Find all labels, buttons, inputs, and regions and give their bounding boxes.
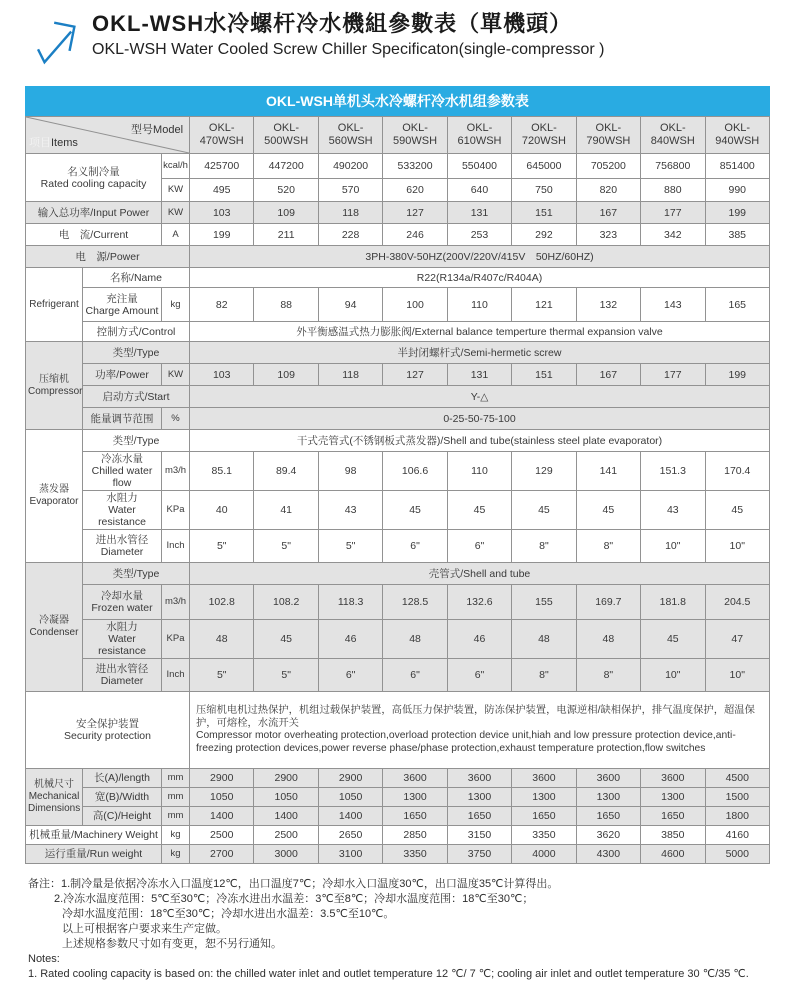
value-cell: 1500 bbox=[705, 788, 769, 807]
note-line-zh-2: 2.冷冻水温度范围：5℃至30℃；冷冻水进出水温差：3℃至8℃；冷却水温度范围：18℃至30℃； bbox=[54, 893, 534, 905]
value-cell: 705200 bbox=[576, 154, 640, 179]
value-cell: 151 bbox=[512, 202, 576, 224]
corner-cell bbox=[26, 117, 190, 154]
table-row bbox=[26, 692, 770, 769]
titles bbox=[92, 10, 604, 60]
table-row bbox=[26, 224, 770, 246]
value-cell: 620 bbox=[383, 179, 447, 202]
row-label-rated-cooling-capacity: 名义制冷量 Rated cooling capacity bbox=[26, 154, 162, 202]
value-cell: 10" bbox=[705, 659, 769, 692]
model-header: OKL- 940WSH bbox=[705, 117, 769, 154]
value-cell: 2500 bbox=[254, 826, 318, 845]
row-label-condenser-type: 类型/Type bbox=[83, 563, 190, 585]
compressor-type-value: 半封闭螺杆式/Semi-hermetic screw bbox=[190, 342, 770, 364]
arrow-up-right-icon bbox=[34, 14, 76, 62]
value-cell: 141 bbox=[576, 452, 640, 491]
value-cell: 110 bbox=[447, 452, 511, 491]
value-cell: 181.8 bbox=[641, 585, 705, 620]
value-cell: 3150 bbox=[447, 826, 511, 845]
note-line-en-1: 1. Rated cooling capacity is based on: the chilled water inlet and outlet temperature 12 ℃/ 7 ℃; cooling air inlet and outlet temperature 30 ℃/35 ℃. bbox=[28, 968, 749, 980]
value-cell: 3600 bbox=[447, 769, 511, 788]
value-cell: 40 bbox=[190, 491, 254, 530]
value-cell: 5" bbox=[190, 530, 254, 563]
value-cell: 2850 bbox=[383, 826, 447, 845]
value-cell: 110 bbox=[447, 288, 511, 322]
row-label-security-protection: 安全保护装置 Security protection bbox=[26, 692, 190, 769]
value-cell: 3750 bbox=[447, 845, 511, 864]
value-cell: 570 bbox=[318, 179, 382, 202]
value-cell: 425700 bbox=[190, 154, 254, 179]
value-cell: 6" bbox=[383, 530, 447, 563]
value-cell: 6" bbox=[383, 659, 447, 692]
unit-kg: kg bbox=[162, 845, 190, 864]
value-cell: 45 bbox=[383, 491, 447, 530]
value-cell: 165 bbox=[705, 288, 769, 322]
value-cell: 1300 bbox=[576, 788, 640, 807]
value-cell: 1050 bbox=[318, 788, 382, 807]
power-supply-value: 3PH-380V-50HZ(200V/220V/415V 50HZ/60HZ) bbox=[190, 246, 770, 268]
value-cell: 109 bbox=[254, 202, 318, 224]
value-cell: 8" bbox=[576, 530, 640, 563]
value-cell: 45 bbox=[447, 491, 511, 530]
value-cell: 100 bbox=[383, 288, 447, 322]
row-label-chilled-water-flow: 冷冻水量 Chilled water flow bbox=[83, 452, 162, 491]
unit-inch: Inch bbox=[162, 530, 190, 563]
table-row bbox=[26, 491, 770, 530]
value-cell: 204.5 bbox=[705, 585, 769, 620]
unit-a: A bbox=[162, 224, 190, 246]
unit-m3h: m3/h bbox=[162, 585, 190, 620]
value-cell: 1050 bbox=[254, 788, 318, 807]
row-label-power-supply: 电 源/Power bbox=[26, 246, 190, 268]
value-cell: 103 bbox=[190, 202, 254, 224]
value-cell: 4500 bbox=[705, 769, 769, 788]
note-line-zh-3: 冷却水温度范围：18℃至30℃；冷却水进出水温差：3.5℃至10℃。 bbox=[62, 908, 395, 920]
value-cell: 323 bbox=[576, 224, 640, 246]
value-cell: 132.6 bbox=[447, 585, 511, 620]
value-cell: 127 bbox=[383, 364, 447, 386]
row-label-machinery-weight: 机械重量/Machinery Weight bbox=[26, 826, 162, 845]
table-row bbox=[26, 620, 770, 659]
value-cell: 82 bbox=[190, 288, 254, 322]
security-protection-value: 压缩机电机过热保护，机组过载保护装置，高低压力保护装置，防冻保护装置，电源逆相/缺相保护，排气温度保护，超温保护，可熔栓，水流开关 Compressor motor overheating protection,overload protection device unit,hiah and low pressure protection device,anti-freezing protection devices,power reverse phase/phase protection,exhaust temperature protection,flow switches bbox=[190, 692, 770, 769]
unit-kw: KW bbox=[162, 179, 190, 202]
table-row bbox=[26, 807, 770, 826]
notes-label-en: Notes: bbox=[28, 953, 60, 965]
value-cell: 1300 bbox=[383, 788, 447, 807]
value-cell: 167 bbox=[576, 364, 640, 386]
spec-table-body bbox=[26, 117, 770, 864]
value-cell: 520 bbox=[254, 179, 318, 202]
page-header bbox=[0, 0, 790, 62]
value-cell: 46 bbox=[447, 620, 511, 659]
value-cell: 102.8 bbox=[190, 585, 254, 620]
table-row bbox=[26, 322, 770, 342]
notes bbox=[28, 877, 790, 982]
table-row bbox=[26, 659, 770, 692]
value-cell: 5" bbox=[318, 530, 382, 563]
value-cell: 880 bbox=[641, 179, 705, 202]
control-value: 外平衡感温式热力膨胀阀/External balance temperture thermal expansion valve bbox=[190, 322, 770, 342]
value-cell: 1650 bbox=[576, 807, 640, 826]
value-cell: 1650 bbox=[447, 807, 511, 826]
value-cell: 228 bbox=[318, 224, 382, 246]
value-cell: 46 bbox=[318, 620, 382, 659]
table-row bbox=[26, 430, 770, 452]
value-cell: 756800 bbox=[641, 154, 705, 179]
value-cell: 199 bbox=[705, 202, 769, 224]
section-refrigerant: Refrigerant bbox=[26, 268, 83, 342]
value-cell: 5" bbox=[254, 530, 318, 563]
model-header: OKL- 610WSH bbox=[447, 117, 511, 154]
value-cell: 132 bbox=[576, 288, 640, 322]
table-row bbox=[26, 563, 770, 585]
value-cell: 533200 bbox=[383, 154, 447, 179]
energy-range-value: 0-25-50-75-100 bbox=[190, 408, 770, 430]
value-cell: 8" bbox=[576, 659, 640, 692]
value-cell: 10" bbox=[641, 659, 705, 692]
value-cell: 118 bbox=[318, 364, 382, 386]
value-cell: 6" bbox=[447, 659, 511, 692]
table-row bbox=[26, 246, 770, 268]
row-label-run-weight: 运行重量/Run weight bbox=[26, 845, 162, 864]
value-cell: 127 bbox=[383, 202, 447, 224]
value-cell: 131 bbox=[447, 364, 511, 386]
section-mechanical-dimensions: 机械尺寸 Mechanical Dimensions bbox=[26, 769, 83, 826]
section-compressor: 压缩机 Compressor bbox=[26, 342, 83, 430]
value-cell: 2650 bbox=[318, 826, 382, 845]
value-cell: 3100 bbox=[318, 845, 382, 864]
model-header: OKL- 590WSH bbox=[383, 117, 447, 154]
value-cell: 4300 bbox=[576, 845, 640, 864]
value-cell: 1400 bbox=[190, 807, 254, 826]
value-cell: 645000 bbox=[512, 154, 576, 179]
value-cell: 8" bbox=[512, 659, 576, 692]
value-cell: 990 bbox=[705, 179, 769, 202]
row-label-control: 控制方式/Control bbox=[83, 322, 190, 342]
value-cell: 143 bbox=[641, 288, 705, 322]
table-banner: OKL-WSH单机头水冷螺杆冷水机组参数表 bbox=[25, 86, 770, 116]
value-cell: 3350 bbox=[383, 845, 447, 864]
value-cell: 3000 bbox=[254, 845, 318, 864]
value-cell: 750 bbox=[512, 179, 576, 202]
value-cell: 1300 bbox=[512, 788, 576, 807]
value-cell: 177 bbox=[641, 364, 705, 386]
refrigerant-name-value: R22(R134a/R407c/R404A) bbox=[190, 268, 770, 288]
spec-table bbox=[25, 116, 770, 864]
value-cell: 490200 bbox=[318, 154, 382, 179]
table-row bbox=[26, 386, 770, 408]
row-label-current: 电 流/Current bbox=[26, 224, 162, 246]
model-header: OKL- 470WSH bbox=[190, 117, 254, 154]
value-cell: 495 bbox=[190, 179, 254, 202]
value-cell: 3350 bbox=[512, 826, 576, 845]
value-cell: 2900 bbox=[190, 769, 254, 788]
value-cell: 47 bbox=[705, 620, 769, 659]
start-value: Y-△ bbox=[190, 386, 770, 408]
value-cell: 48 bbox=[383, 620, 447, 659]
value-cell: 89.4 bbox=[254, 452, 318, 491]
unit-kpa: KPa bbox=[162, 620, 190, 659]
value-cell: 43 bbox=[318, 491, 382, 530]
table-row bbox=[26, 826, 770, 845]
value-cell: 10" bbox=[705, 530, 769, 563]
value-cell: 109 bbox=[254, 364, 318, 386]
value-cell: 45 bbox=[254, 620, 318, 659]
table-row bbox=[26, 364, 770, 386]
value-cell: 45 bbox=[641, 620, 705, 659]
value-cell: 199 bbox=[190, 224, 254, 246]
table-row bbox=[26, 788, 770, 807]
value-cell: 10" bbox=[641, 530, 705, 563]
value-cell: 2900 bbox=[318, 769, 382, 788]
section-condenser: 冷凝器 Condenser bbox=[26, 563, 83, 692]
value-cell: 177 bbox=[641, 202, 705, 224]
value-cell: 3600 bbox=[383, 769, 447, 788]
value-cell: 103 bbox=[190, 364, 254, 386]
value-cell: 342 bbox=[641, 224, 705, 246]
value-cell: 128.5 bbox=[383, 585, 447, 620]
value-cell: 1300 bbox=[447, 788, 511, 807]
value-cell: 1650 bbox=[512, 807, 576, 826]
unit-inch: Inch bbox=[162, 659, 190, 692]
value-cell: 1050 bbox=[190, 788, 254, 807]
table-row bbox=[26, 769, 770, 788]
value-cell: 118.3 bbox=[318, 585, 382, 620]
unit-kg: kg bbox=[162, 288, 190, 322]
value-cell: 45 bbox=[512, 491, 576, 530]
value-cell: 447200 bbox=[254, 154, 318, 179]
unit-kg: kg bbox=[162, 826, 190, 845]
model-header: OKL- 500WSH bbox=[254, 117, 318, 154]
note-line-zh-1: 备注：1.制冷量是依据冷冻水入口温度12℃，出口温度7℃；冷却水入口温度30℃，出口温度35℃计算得出。 bbox=[28, 878, 559, 890]
value-cell: 167 bbox=[576, 202, 640, 224]
unit-mm: mm bbox=[162, 807, 190, 826]
value-cell: 41 bbox=[254, 491, 318, 530]
unit-kcalh: kcal/h bbox=[162, 154, 190, 179]
value-cell: 640 bbox=[447, 179, 511, 202]
value-cell: 5" bbox=[190, 659, 254, 692]
table-row bbox=[26, 342, 770, 364]
value-cell: 8" bbox=[512, 530, 576, 563]
table-row bbox=[26, 268, 770, 288]
row-label-evap-diameter: 进出水管径 Diameter bbox=[83, 530, 162, 563]
note-line-zh-4: 以上可根据客户要求来生产定做。 bbox=[62, 923, 227, 935]
table-header-row bbox=[26, 117, 770, 154]
value-cell: 820 bbox=[576, 179, 640, 202]
page-title-en: OKL-WSH Water Cooled Screw Chiller Specificaton(single-compressor ) bbox=[92, 41, 605, 58]
row-label-input-power: 输入总功率/Input Power bbox=[26, 202, 162, 224]
value-cell: 385 bbox=[705, 224, 769, 246]
value-cell: 5" bbox=[254, 659, 318, 692]
table-row bbox=[26, 408, 770, 430]
value-cell: 129 bbox=[512, 452, 576, 491]
value-cell: 2900 bbox=[254, 769, 318, 788]
evaporator-type-value: 干式壳管式(不锈钢板式蒸发器)/Shell and tube(stainless steel plate evaporator) bbox=[190, 430, 770, 452]
value-cell: 45 bbox=[705, 491, 769, 530]
table-row bbox=[26, 845, 770, 864]
value-cell: 3850 bbox=[641, 826, 705, 845]
value-cell: 6" bbox=[447, 530, 511, 563]
value-cell: 4000 bbox=[512, 845, 576, 864]
value-cell: 43 bbox=[641, 491, 705, 530]
value-cell: 45 bbox=[576, 491, 640, 530]
row-label-compressor-power: 功率/Power bbox=[83, 364, 162, 386]
value-cell: 1400 bbox=[318, 807, 382, 826]
table-row bbox=[26, 202, 770, 224]
value-cell: 98 bbox=[318, 452, 382, 491]
row-label-compressor-type: 类型/Type bbox=[83, 342, 190, 364]
model-header: OKL- 840WSH bbox=[641, 117, 705, 154]
value-cell: 1300 bbox=[641, 788, 705, 807]
value-cell: 1800 bbox=[705, 807, 769, 826]
page-title-zh: OKL-WSH水冷螺杆冷水機組參數表（單機頭） bbox=[92, 11, 573, 36]
row-label-start: 启动方式/Start bbox=[83, 386, 190, 408]
value-cell: 151.3 bbox=[641, 452, 705, 491]
model-header: OKL- 790WSH bbox=[576, 117, 640, 154]
value-cell: 169.7 bbox=[576, 585, 640, 620]
unit-mm: mm bbox=[162, 769, 190, 788]
value-cell: 48 bbox=[512, 620, 576, 659]
value-cell: 118 bbox=[318, 202, 382, 224]
row-label-frozen-water: 冷却水量 Frozen water bbox=[83, 585, 162, 620]
row-label-cond-diameter: 进出水管径 Diameter bbox=[83, 659, 162, 692]
unit-kw: KW bbox=[162, 202, 190, 224]
unit-percent: % bbox=[162, 408, 190, 430]
value-cell: 199 bbox=[705, 364, 769, 386]
value-cell: 3620 bbox=[576, 826, 640, 845]
table-row bbox=[26, 530, 770, 563]
note-line-zh-5: 上述规格参数尺寸如有变更，恕不另行通知。 bbox=[62, 938, 282, 950]
row-label-width: 宽(B)/Width bbox=[83, 788, 162, 807]
value-cell: 108.2 bbox=[254, 585, 318, 620]
value-cell: 246 bbox=[383, 224, 447, 246]
items-label: 项目Items bbox=[29, 137, 78, 149]
value-cell: 550400 bbox=[447, 154, 511, 179]
unit-kpa: KPa bbox=[162, 491, 190, 530]
value-cell: 3600 bbox=[641, 769, 705, 788]
row-label-refrigerant-name: 名称/Name bbox=[83, 268, 190, 288]
value-cell: 3600 bbox=[512, 769, 576, 788]
table-row bbox=[26, 585, 770, 620]
row-label-evaporator-type: 类型/Type bbox=[83, 430, 190, 452]
value-cell: 3600 bbox=[576, 769, 640, 788]
row-label-height: 高(C)/Height bbox=[83, 807, 162, 826]
value-cell: 6" bbox=[318, 659, 382, 692]
row-label-energy-range: 能量调节范围 bbox=[83, 408, 162, 430]
value-cell: 1400 bbox=[254, 807, 318, 826]
model-header: OKL- 560WSH bbox=[318, 117, 382, 154]
value-cell: 292 bbox=[512, 224, 576, 246]
section-evaporator: 蒸发器 Evaporator bbox=[26, 430, 83, 563]
value-cell: 4600 bbox=[641, 845, 705, 864]
value-cell: 151 bbox=[512, 364, 576, 386]
table-row bbox=[26, 154, 770, 179]
value-cell: 211 bbox=[254, 224, 318, 246]
unit-kw: KW bbox=[162, 364, 190, 386]
condenser-type-value: 壳管式/Shell and tube bbox=[190, 563, 770, 585]
value-cell: 170.4 bbox=[705, 452, 769, 491]
row-label-cond-water-resistance: 水阻力 Water resistance bbox=[83, 620, 162, 659]
value-cell: 88 bbox=[254, 288, 318, 322]
value-cell: 2500 bbox=[190, 826, 254, 845]
unit-m3h: m3/h bbox=[162, 452, 190, 491]
value-cell: 85.1 bbox=[190, 452, 254, 491]
value-cell: 131 bbox=[447, 202, 511, 224]
value-cell: 4160 bbox=[705, 826, 769, 845]
table-row bbox=[26, 288, 770, 322]
value-cell: 851400 bbox=[705, 154, 769, 179]
value-cell: 155 bbox=[512, 585, 576, 620]
model-header: OKL- 720WSH bbox=[512, 117, 576, 154]
row-label-length: 长(A)/length bbox=[83, 769, 162, 788]
value-cell: 48 bbox=[190, 620, 254, 659]
value-cell: 253 bbox=[447, 224, 511, 246]
value-cell: 106.6 bbox=[383, 452, 447, 491]
value-cell: 48 bbox=[576, 620, 640, 659]
model-label: 型号Model bbox=[131, 124, 184, 136]
unit-mm: mm bbox=[162, 788, 190, 807]
value-cell: 1650 bbox=[383, 807, 447, 826]
row-label-charge-amount: 充注量 Charge Amount bbox=[83, 288, 162, 322]
row-label-evap-water-resistance: 水阻力 Water resistance bbox=[83, 491, 162, 530]
value-cell: 5000 bbox=[705, 845, 769, 864]
value-cell: 1650 bbox=[641, 807, 705, 826]
value-cell: 94 bbox=[318, 288, 382, 322]
value-cell: 2700 bbox=[190, 845, 254, 864]
value-cell: 121 bbox=[512, 288, 576, 322]
table-row bbox=[26, 452, 770, 491]
